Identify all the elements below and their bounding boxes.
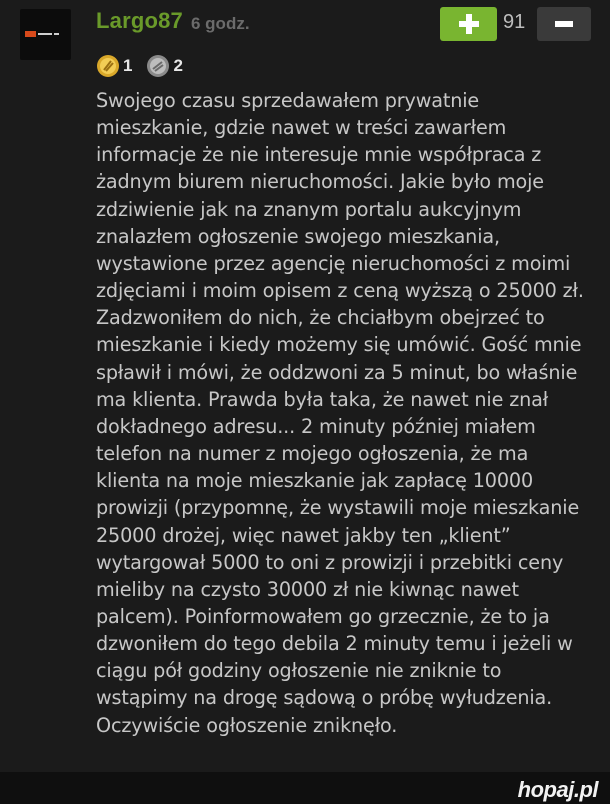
upvote-button[interactable]	[440, 7, 497, 41]
downvote-button[interactable]	[537, 7, 591, 41]
time-ago: 6 godz.	[191, 14, 250, 33]
username[interactable]: Largo87	[96, 8, 183, 33]
gold-medal-icon	[96, 54, 120, 78]
badge-gold-count: 1	[123, 56, 133, 75]
silver-medal-icon	[146, 54, 170, 78]
vote-score: 91	[503, 11, 526, 33]
avatar-logo-icon	[25, 30, 65, 38]
avatar[interactable]	[20, 9, 71, 60]
badges	[96, 53, 197, 79]
plus-icon	[458, 13, 480, 35]
badge-silver[interactable]	[146, 54, 182, 78]
badge-silver-count: 2	[173, 56, 183, 75]
badge-gold[interactable]	[96, 54, 132, 78]
watermark: hopaj.pl	[517, 777, 598, 802]
comment-body: Swojego czasu sprzedawałem prywatnie mieszkanie, gdzie nawet w treści zawarłem informacje że nie interesuje mnie współpraca z żadnym biurem nieruchomości. Jakie było moje zdziwienie jak na znanym portalu aukcyjnym znalazłem ogłoszenie swojego mieszkania, wystawione przez agencję nieruchomości z moimi zdjęciami i moim opisem z ceną wyższą o 25000 zł. Zadzwoniłem do nich, że chciałbym obejrzeć to mieszkanie i kiedy możemy się umówić. Gość mnie spławił i mówi, że oddzwoni za 5 minut, bo właśnie ma klienta. Prawda była taka, że nawet nie znał dokładnego adresu... 2 minuty później miałem telefon na numer z mojego ogłoszenia, że ma klienta na moje mieszkanie jak zapłacę 10000 prowizji (przypomnę, że wystawili moje mieszkanie 25000 drożej, więc nawet jakby ten „klient” wytargował 5000 to oni z prowizji i przebitki ceny mieliby na czysto 30000 zł nie kiwnąc nawet palcem). Poinformowałem go grzecznie, że to ja dzwoniłem do tego debila 2 minuty temu i jeżeli w ciągu pół godziny ogłoszenie nie zniknie to wstąpimy na drogę sądową o próbę wyłudzenia. Oczywiście ogłoszenie zniknęło.	[96, 89, 584, 737]
minus-icon	[555, 20, 573, 28]
